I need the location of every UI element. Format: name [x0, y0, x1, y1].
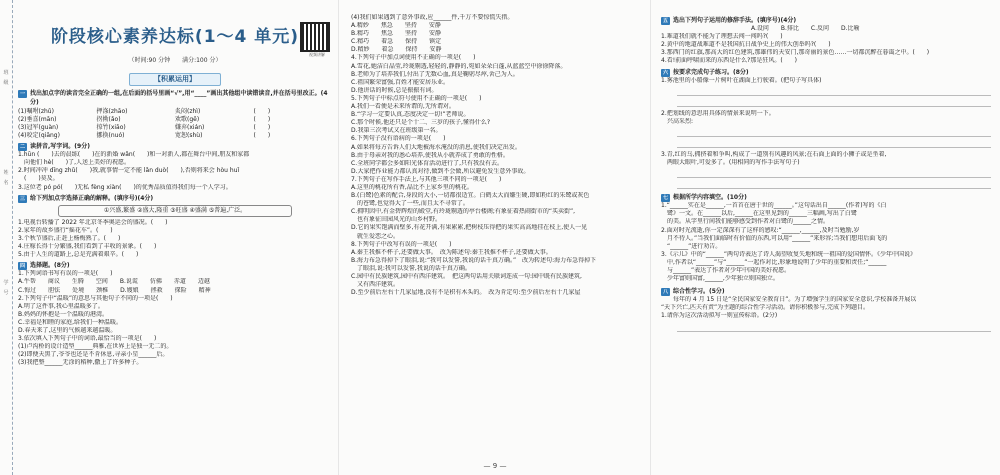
- question-line: 8.下列句子中改写有误的一项是( ): [351, 240, 452, 248]
- question-line: D.他讲话的时候,总是振振有词。: [351, 86, 438, 94]
- qr-caption: 视频讲解: [309, 52, 325, 57]
- question-line: (1)卢沟桥的设计造型______典雅,在世界上是独一无二的。: [18, 343, 173, 351]
- question-number-badge: 四: [20, 263, 26, 270]
- section-banner: 【积累运用】: [129, 73, 221, 86]
- question-line: 了眼泪,说:我可以发誓,我说的话千真万确。: [351, 264, 471, 272]
- question-line: 中,作者以“______”与“______”一起作对比,形象地说明了少年的重要和责任;“______: [661, 258, 887, 266]
- page-number: — 9 —: [483, 461, 507, 470]
- question-3: [18, 195, 332, 203]
- binding-margin: [0, 0, 13, 475]
- option: 炙闷(zhì): [175, 107, 201, 115]
- option: 欢歌(gē): [175, 115, 200, 123]
- question-stem: 给下列加点字选择正确的解释。(填序号)(4分): [30, 194, 154, 202]
- question-line: 兴高采烈:: [661, 117, 694, 125]
- answer-line[interactable]: [677, 97, 991, 107]
- answer-blank[interactable]: ( ): [253, 123, 271, 131]
- question-line: D.春天来了,这里的气候越来越温暖。: [18, 327, 117, 334]
- question-stem: 综合性学习。(5分): [673, 288, 725, 296]
- right-page: [650, 0, 1000, 475]
- question-1: [18, 90, 332, 106]
- question-line: D.至少前后左右十几家屋地,没有不是积有木头的。 改为肯定句:至少前后左右十几家屋: [351, 289, 581, 297]
- question-line: A.我们一看便是未来所谓的,无所谓对。: [351, 103, 455, 111]
- question-line: 与______”表达了作者对少年中国的美好祝愿。: [661, 266, 791, 274]
- question-stem: 找出加点字的读音完全正确的一组,在后面的括号里画“√”,用“____”画出其他组中读错读音,并在括号里改正。(4分): [30, 90, 328, 106]
- question-7: [661, 194, 991, 202]
- left-page: [0, 0, 338, 475]
- question-line: 两眼大眼叶,可爱多了。(用相同的写作手法写句子): [661, 159, 800, 167]
- question-line: 1.难道我们就不能为了理想去闯一闯吗?( ): [661, 33, 783, 41]
- question-line: A.精妙 焦急 坚持 安静: [351, 22, 441, 30]
- question-line: 1.雾池里的小船像一片树叶在湖面上行驶着。(把句子写具体): [661, 76, 822, 84]
- question-6: [661, 69, 991, 77]
- question-line: ( )莫及。: [18, 175, 59, 183]
- question-line: B.海力布急得掉下了眼泪,说:“我可以发誓,我说的话千真万确。” 改为转述句:海力布急得掉下: [351, 256, 597, 264]
- page-title: 阶段核心素养达标(1～4 单元): [50, 27, 300, 47]
- rhetoric-options: A.设问 B.排比 C.反问 D.比喻: [751, 25, 860, 33]
- option: 嫌弃(xián): [175, 123, 205, 131]
- question-stem: 选出下列句子运用的修辞手法。(填序号)(4分): [673, 17, 797, 24]
- question-line: 2.面对时光流逝,你一定深深有了这样的感叹:“______,______,及时当勉励,岁: [661, 226, 860, 234]
- exam-meta: （时间:90 分钟 满分:100 分）: [128, 56, 222, 64]
- question-4: [18, 262, 332, 270]
- question-line: 2.时间冲冲 dīng zhǔ( )我,就事情一定不能 lǎn duò( ),否则将来会 hòu huǐ: [18, 167, 240, 175]
- question-2: [18, 143, 332, 151]
- question-line: D.它的果实饱满而壁多,有花开满,有果累累,把树枝压得把的果实高高地挂在枝上,使人一见: [351, 224, 588, 232]
- question-line: (4)我们如果遇到了意外事故,应______件,千万不要惊慌失措。: [351, 14, 514, 21]
- answer-blank[interactable]: ( ): [253, 107, 271, 115]
- question-line: 3.这位老 pó pó( )无私 fèng xiàn( )的优秀品质值得我们每一个人学习。: [18, 183, 232, 191]
- option: 掠竹(xiāo): [96, 123, 126, 131]
- question-line: B.“学习一定要认真,态度决定一切!”老师说。: [351, 111, 470, 119]
- question-line: (3)我把整______无涂的稻种,撒上了许多种子。: [18, 359, 143, 367]
- answer-line[interactable]: [677, 179, 991, 189]
- question-line: 2.下列句子中“温暖”的意思与其他句子不同的一项是( ): [18, 294, 173, 302]
- question-line: 鹭》一文。在______以后,______在这里见到的______三幅画,写出了白鹭: [661, 210, 857, 218]
- question-line: C.园中有民族建筑,园中有西洋建筑。 把这两句话用关联词连成一句:园中既有民族建筑,: [351, 273, 582, 280]
- question-line: 每年的 4 月 15 日是“全民国家安全教育日”。为了增强学生的国家安全意识,学校准备开展以: [661, 296, 917, 304]
- option: 宽恕(shù): [175, 131, 203, 139]
- question-number-badge: 一: [20, 91, 26, 98]
- definition-box: ①兴盛,繁盛 ②盛大,隆重 ③旺盛 ④盛满 ⑤普遍,广泛。: [58, 205, 292, 217]
- binder-label: 级: [3, 80, 9, 86]
- question-number-badge: 二: [20, 144, 26, 151]
- question-line: 1.电视台转播了 2022 年北京冬季奥运会的盛况。( ): [18, 218, 168, 226]
- question-line: A.明了这件事,我心里温暖多了。: [18, 302, 104, 310]
- question-line: 的苍鹭,也觉得大了一些,而且太不寻常了。: [351, 200, 469, 208]
- question-number-badge: 五: [663, 18, 669, 24]
- question-line: 少年富则国富,______,少年独立则国独立。: [661, 275, 779, 283]
- option: 押涤(zhāo): [96, 107, 128, 115]
- question-line: 5.下列句子中标点符号使用不正确的一项是( ): [351, 94, 482, 102]
- question-line: A.如果将每方告诉人们大地被海水淹没的消息,使我们决定出发。: [351, 143, 521, 151]
- binder-label: 名: [3, 180, 9, 186]
- question-line: A.牛帮 商议 生腾 空间 B.说谎 仿佛 赤道 迈越: [18, 278, 210, 286]
- question-line: 3.依次填入下列句子中的词语,最恰当的一项是( ): [18, 335, 157, 343]
- option: (3)冠军(guàn): [18, 123, 59, 131]
- question-line: C.拥明因中,有金碧辉煌的殿堂,有玲珑剔透的亭台楼阁;有象征着热闹街市的“买卖街”,: [351, 208, 576, 216]
- question-line: 也有象征田园风光的山乡村野。: [351, 216, 442, 224]
- question-line: 1.hūn ( )去的晨练( )在的新婚 wǎn( )和一对新人,都在舞台中间,朋友和家都: [18, 151, 250, 159]
- question-line: “天下兴亡,匹夫有责”为主题的综合性学习活动。请你积极参与,完成下列题目。: [661, 304, 870, 312]
- option: 拐拗(ǎo): [96, 115, 121, 123]
- answer-row: [18, 108, 332, 116]
- question-line: D.我第三次考试又在班级第一名。: [351, 127, 442, 135]
- question-line: A.这里的桃花所有香,晶比不上家乡里的桃花。: [351, 183, 473, 191]
- answer-line[interactable]: [677, 127, 991, 137]
- question-line: C.精巧 着急 保持 镇定: [351, 38, 442, 46]
- question-line: B.(白鹭)色素的配合,身段的大小,一切都很适宜。白鹤太大而嫌生硬,即如粉红的朱鹭或灰色: [351, 192, 590, 200]
- question-line: 1.“______实在是______,一首首在唐于世的______。”这句话出自______(作者)写的《白: [661, 202, 887, 210]
- question-line: C.幸福是和睦的家庭,给我们一种温暖。: [18, 318, 123, 326]
- question-line: A.雪花,她洁白晶莹,玲珑剔透,轻轻的,静静的,宛如朵朵白蓬,从蓝蓝空中徐徐降落。: [351, 62, 567, 70]
- question-line: B.由于母亲对我的悉心培养,使我从小就养成了勇敢的性格。: [351, 151, 509, 159]
- question-number-badge: 三: [20, 195, 26, 202]
- answer-blank[interactable]: ( ): [253, 131, 271, 139]
- question-line: B.妈妈的怀抱是一个温暖的港湾。: [18, 310, 109, 318]
- answer-row: [18, 116, 332, 124]
- option: (1)嘱咐(zhǔ): [18, 107, 54, 115]
- question-line: C.悔过 胆怯 处境 颈椎 D.嫂娘 拯救 探险 精神: [18, 286, 211, 294]
- binder-label: 姓: [3, 170, 9, 176]
- question-line: 7.下列句子在写作手法上,与其他三项不同的一项是( ): [351, 175, 502, 183]
- option: (4)咬定(qiāng): [18, 131, 60, 139]
- option: 挪换(nuó): [96, 131, 125, 139]
- question-number-badge: 八: [663, 289, 669, 296]
- binder-label: 班: [3, 70, 9, 76]
- question-line: C.全班同学都会多如阳光体育活动进行了,只有我没有去。: [351, 159, 504, 167]
- answer-line[interactable]: [677, 322, 991, 332]
- binder-label: 学: [3, 280, 9, 286]
- answer-row: [18, 124, 332, 132]
- question-line: B.精巧 焦急 坚持 安静: [351, 30, 442, 38]
- question-line: B.老师为了培养我们,付出了无数心血,真是鞠躬尽瘁,舍己为人。: [351, 70, 519, 78]
- question-line: 月不待人。”当我们面临时有价值的东西,可以用“______”来形容;当我们想用后面飞的: [661, 234, 888, 242]
- question-line: D.大家把作业能力都认真对待,做到不会做,所以避免发生意外事故。: [351, 167, 530, 175]
- question-line: A.秦王我推不杯子,还要做大事。 改为陈述句:秦王我推不杯子,还要做大事。: [351, 248, 552, 256]
- middle-page-content: [351, 14, 641, 297]
- question-line: 3.个秋节盛后,正赶上杨梅熟了。( ): [18, 234, 121, 242]
- question-line: 2.黄中的地道战难道不是我国抗日战争史上的伟大创举吗?( ): [661, 41, 831, 49]
- binder-label: 号: [3, 290, 9, 296]
- question-8: [661, 288, 991, 296]
- question-stem: 按要求完成句子练习。(8分): [673, 68, 749, 76]
- question-line: 3.青,红的乌,拥挤着和争叫,构成了一道别有风趣的风景;在石面上面的小狮子或是坐着,: [661, 150, 887, 158]
- question-number-badge: 七: [663, 195, 669, 202]
- question-line: 1.请你为这次活动拟写一则宣传标语。(2分): [661, 312, 778, 320]
- question-line: (2)即便天黑了,爷爷也还是不肯休息,寻亲小星______后。: [18, 351, 169, 359]
- question-line: 3.《示儿》中的“______”两句诗表达了诗人渴望收复失地和统一祖国的爱国情怀。《少年中国说》: [661, 250, 916, 258]
- question-line: 向他们 hè( )了,人送上美好的祝愿。: [18, 159, 130, 167]
- question-line: 3.那西门的红旗,那高大的红色建筑,那雄伟的天安门,那奇丽的景色……一切都沉醉在暮霭之中。( ): [661, 49, 930, 57]
- question-5: [661, 17, 991, 25]
- answer-line[interactable]: [677, 86, 991, 96]
- question-line: 就生爱恋之心。: [351, 232, 400, 240]
- question-stem: 根据所学内容填空。(10分): [673, 194, 747, 202]
- question-line: 4.看!前面呼啸而来的东西是什么?那是狂风。( ): [661, 57, 797, 65]
- answer-row: [18, 132, 332, 140]
- question-line: C.祖国繁荣富强,百姓才能安居乐业。: [351, 78, 450, 86]
- question-line: 5.由于人生的道路上,总是充满着艰辛。( ): [18, 251, 139, 259]
- question-line: 4.下列句子中加点词使用不正确的一项是( ): [351, 54, 476, 62]
- question-line: 6.下列句子没有语病的一项是( ): [351, 135, 446, 143]
- question-stem: 读拼音,写字词。(9分): [30, 143, 90, 151]
- answer-line[interactable]: [677, 168, 991, 178]
- question-line: 4.庄稼长得十分繁盛,我们看到了丰收的景象。( ): [18, 243, 157, 251]
- question-line: 1.下列词语书写有误的一项是( ): [18, 270, 113, 278]
- question-line: C.那个时候,他还只是个十二、三岁的孩子,懂得什么?: [351, 119, 491, 127]
- question-line: 2.把划线的意思用具体的情景来说明一下。: [661, 109, 775, 117]
- question-line: 的美。从字里行间我们能够感受到作者对白鹭的______之情。: [661, 218, 830, 226]
- question-line: 2.家年的故乡盛行“摇花车”。( ): [18, 226, 113, 234]
- answer-blank[interactable]: ( ): [253, 115, 271, 123]
- question-line: “______”进行劝告。: [661, 242, 722, 250]
- question-line: D.精妙 着急 保持 安静: [351, 46, 442, 54]
- middle-page: [338, 0, 651, 475]
- option: (2)垂喜(mān): [18, 115, 57, 123]
- answer-line[interactable]: [677, 138, 991, 148]
- question-stem: 选择题。(8分): [30, 262, 70, 270]
- question-number-badge: 六: [663, 69, 669, 76]
- question-line: 又有西洋建筑。: [351, 281, 400, 289]
